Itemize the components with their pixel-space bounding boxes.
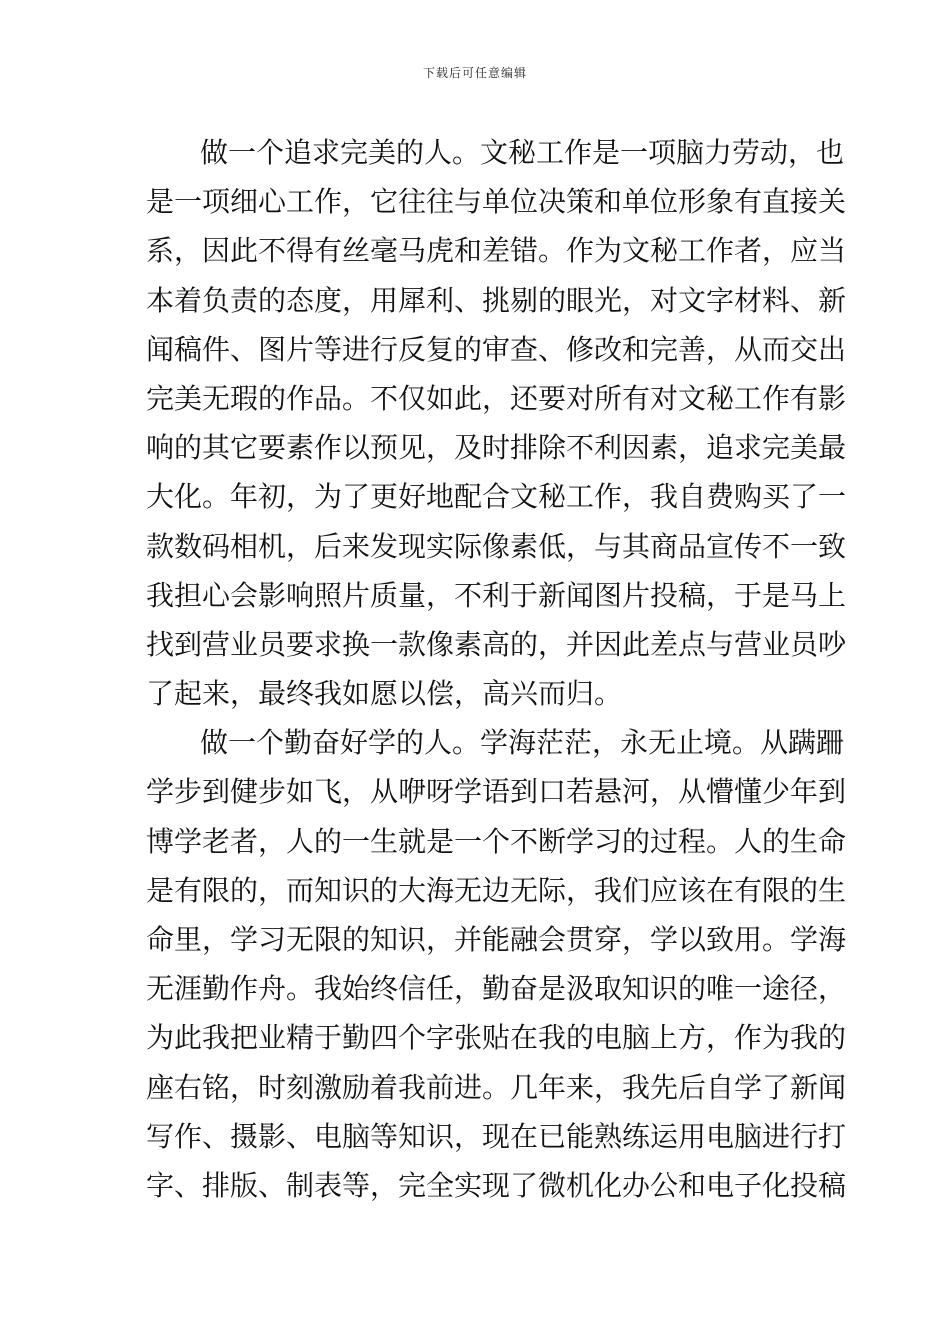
text-line: 我担心会影响照片质量，不利于新闻图片投稿，于是马上 [146, 578, 847, 612]
text-line: 字、排版、制表等，完全实现了微机化办公和电子化投稿 [146, 1168, 847, 1202]
text-line: 大化。年初，为了更好地配合文秘工作，我自费购买了一 [146, 480, 847, 514]
text-line: 学步到健步如飞，从咿呀学语到口若悬河，从懵懂少年到 [146, 775, 847, 809]
text-line: 座右铭，时刻激励着我前进。几年来，我先后自学了新闻 [146, 1070, 847, 1104]
header-note: 下载后可任意编辑 [422, 66, 527, 80]
text-line: 了起来，最终我如愿以偿，高兴而归。 [146, 677, 623, 711]
text-line: 闻稿件、图片等进行反复的审查、修改和完善，从而交出 [146, 332, 847, 366]
text-line: 博学老者，人的一生就是一个不断学习的过程。人的生命 [146, 824, 847, 858]
paragraph-diligence [146, 718, 847, 1210]
text-line: 写作、摄影、电脑等知识，现在已能熟练运用电脑进行打 [146, 1119, 847, 1153]
text-line: 找到营业员要求换一款像素高的，并因此差点与营业员吵 [146, 627, 847, 661]
text-line: 系，因此不得有丝毫马虎和差错。作为文秘工作者，应当 [146, 234, 847, 268]
text-line: 做一个勤奋好学的人。学海茫茫，永无止境。从蹒跚 [200, 726, 845, 760]
text-line: 款数码相机，后来发现实际像素低，与其商品宣传不一致 [146, 529, 847, 563]
text-line: 是有限的，而知识的大海无边无际，我们应该在有限的生 [146, 873, 847, 907]
text-line: 命里，学习无限的知识，并能融会贯穿，学以致用。学海 [146, 923, 847, 956]
text-line: 完美无瑕的作品。不仅如此，还要对所有对文秘工作有影 [146, 381, 847, 415]
text-line: 是一项细心工作，它往往与单位决策和单位形象有直接关 [146, 185, 847, 219]
text-line: 本着负责的态度，用犀利、挑剔的眼光，对文字材料、新 [146, 283, 847, 317]
text-line: 为此我把业精于勤四个字张贴在我的电脑上方，作为我的 [146, 1021, 847, 1055]
body-text [146, 128, 847, 1210]
text-line: 无涯勤作舟。我始终信任，勤奋是汲取知识的唯一途径， [146, 972, 847, 1006]
text-line: 响的其它要素作以预见，及时排除不利因素，追求完美最 [146, 431, 847, 465]
text-line: 做一个追求完美的人。文秘工作是一项脑力劳动，也 [200, 136, 845, 169]
paragraph-perfection [146, 128, 847, 718]
